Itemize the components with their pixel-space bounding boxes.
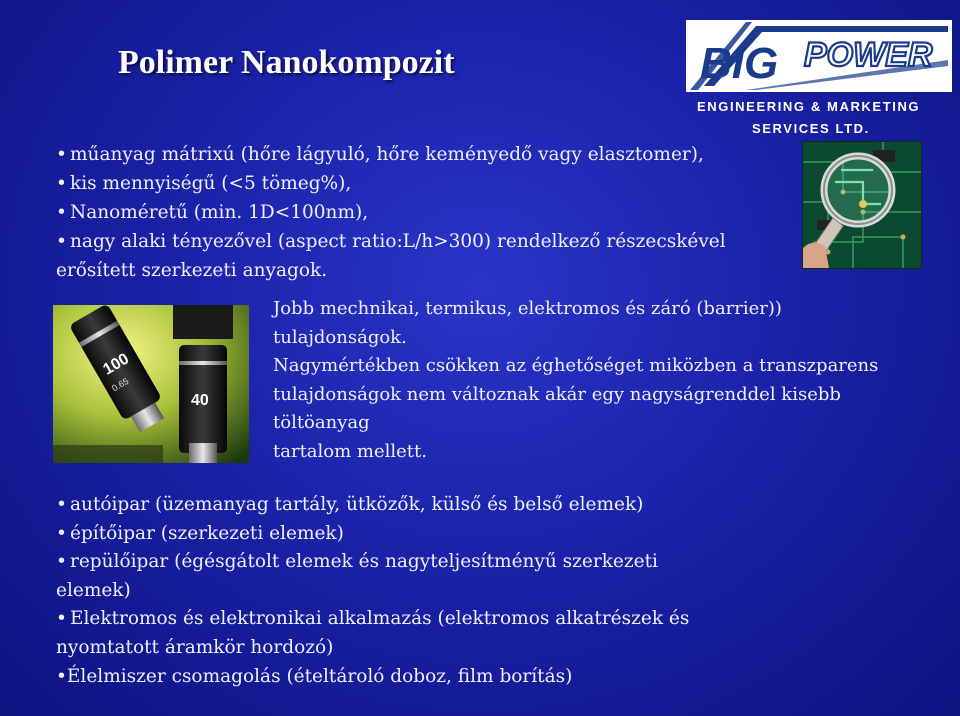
paragraph-line: tulajdonságok nem változnak akár egy nagyságrenddel kisebb: [273, 383, 841, 405]
objective-label-100: 100: [100, 350, 133, 379]
objective-label-na: 0.65: [110, 375, 131, 394]
logo-subtitle-line2: SERVICES LTD.: [752, 121, 870, 136]
list-item: •Élelmiszer csomagolás (ételtároló doboz, film borítás): [56, 665, 573, 687]
list-item: • repülőipar (égésgátolt elemek és nagyteljesítményű szerkezeti: [56, 551, 658, 573]
properties-paragraph: [273, 295, 949, 466]
list-item: • nagy alaki tényezővel (aspect ratio:L/h>300) rendelkező részecskével: [56, 231, 726, 252]
microscope-photo: [53, 305, 249, 463]
paragraph-line: Jobb mechnikai, termikus, elektromos és záró (barrier)): [273, 298, 782, 319]
logo-subtitle-line1: ENGINEERING & MARKETING: [697, 99, 921, 114]
list-item: • műanyag mátrixú (hőre lágyuló, hőre keményedő vagy elasztomer),: [56, 144, 704, 165]
list-item: • autóipar (üzemanyag tartály, ütközők, külső és belső elemek): [56, 494, 644, 515]
list-item-continuation: nyomtatott áramkör hordozó): [56, 636, 334, 658]
definition-bullet-list: [56, 140, 796, 285]
list-item: • kis mennyiségű (<5 tömeg%),: [56, 173, 352, 194]
list-item: • Nanoméretű (min. 1D<100nm),: [56, 202, 369, 223]
list-item-continuation: elemek): [56, 579, 131, 601]
objective-label-40: 40: [191, 392, 209, 409]
list-item: • építőipar (szerkezeti elemek): [56, 522, 344, 544]
logo-power-text: POWER: [804, 36, 933, 74]
logo-subtitle: [697, 96, 957, 140]
logo-big-text: BIG: [700, 39, 779, 88]
list-item-continuation: erősített szerkezeti anyagok.: [56, 260, 328, 281]
paragraph-line: Nagymértékben csökken az éghetőséget miközben a transzparens: [273, 355, 879, 376]
magnifier-photo: [802, 141, 922, 269]
paragraph-line: tulajdonságok.: [273, 326, 407, 348]
applications-bullet-list: [56, 491, 916, 691]
list-item: • Elektromos és elektronikai alkalmazás (elektromos alkatrészek és: [56, 608, 690, 630]
paragraph-line: tartalom mellett.: [273, 440, 427, 462]
big-power-logo: [686, 20, 952, 92]
paragraph-line: töltöanyag: [273, 412, 370, 433]
slide-title: Polimer Nanokompozit: [118, 44, 455, 81]
